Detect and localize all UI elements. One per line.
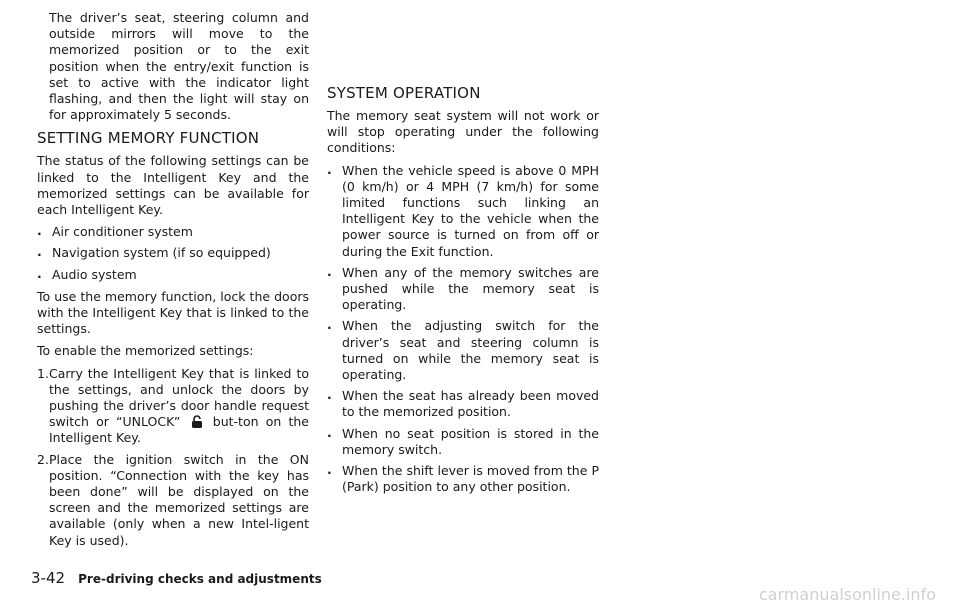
list-item: . When any of the memory switches are pushed while the memory seat is operating.: [327, 265, 599, 314]
list-item: . When the seat has already been moved to the memorized position.: [327, 388, 599, 420]
enable-paragraph: To enable the memorized settings:: [37, 343, 254, 359]
section-title: Pre-driving checks and adjustments: [78, 572, 322, 586]
system-operation-heading: SYSTEM OPERATION: [327, 84, 481, 102]
left-column: [37, 10, 309, 555]
step-number: 2.: [37, 451, 49, 467]
steps-list: [37, 366, 309, 549]
lock-paragraph: To use the memory function, lock the doors with the Intelligent Key that is linked to the settings.: [37, 288, 309, 337]
step-1-text-b: but-ton on the Intelligent Key.: [49, 414, 309, 446]
list-item: . When no seat position is stored in the memory switch.: [327, 426, 599, 458]
list-item: . When the vehicle speed is above 0 MPH (0 km/h) or 4 MPH (7 km/h) for some limited functions such linking an Intelligent Key to the vehicle when the power source is turned on from off or during the Exit function.: [327, 163, 599, 260]
list-item: . Audio system: [37, 267, 309, 283]
unlock-key-icon: [190, 415, 204, 428]
list-item: . When the adjusting switch for the driver’s seat and steering column is turned on while the memory seat is operating.: [327, 318, 599, 383]
step-number: 1.: [37, 365, 49, 381]
right-column: [327, 10, 599, 501]
list-item: . Navigation system (if so equipped): [37, 245, 309, 261]
step-2: [37, 452, 309, 549]
page-footer: [31, 568, 322, 587]
step-1: [37, 366, 309, 447]
settings-list: [37, 224, 309, 283]
watermark: carmanualsonline.info: [758, 585, 936, 604]
settings-paragraph: The status of the following settings can be linked to the Intelligent Key and the memorized settings can be available for each Intelligent Key.: [37, 153, 309, 218]
conditions-list: [327, 163, 599, 496]
list-item: . Air conditioner system: [37, 224, 309, 240]
step-1-text-a: Carry the Intelligent Key that is linked to the settings, and unlock the doors by pushing the driver’s door handle request switch or “UNLOCK”: [49, 365, 309, 430]
list-item: . When the shift lever is moved from the P (Park) position to any other position.: [327, 463, 599, 495]
page-number: 3-42: [31, 569, 66, 587]
conditions-paragraph: The memory seat system will not work or will stop operating under the following conditions:: [327, 108, 599, 156]
step-2-text: Place the ignition switch in the ON position. “Connection with the key has been done” will be displayed on the screen and the memorized settings are available (only when a new Intel-ligent Key is used).: [49, 451, 309, 548]
setting-memory-heading: SETTING MEMORY FUNCTION: [37, 129, 260, 148]
intro-paragraph: The driver’s seat, steering column and outside mirrors will move to the memorized position or to the exit position when the entry/exit function is set to active with the indicator light flashing, and then the light will stay on for approximately 5 seconds.: [49, 10, 309, 123]
